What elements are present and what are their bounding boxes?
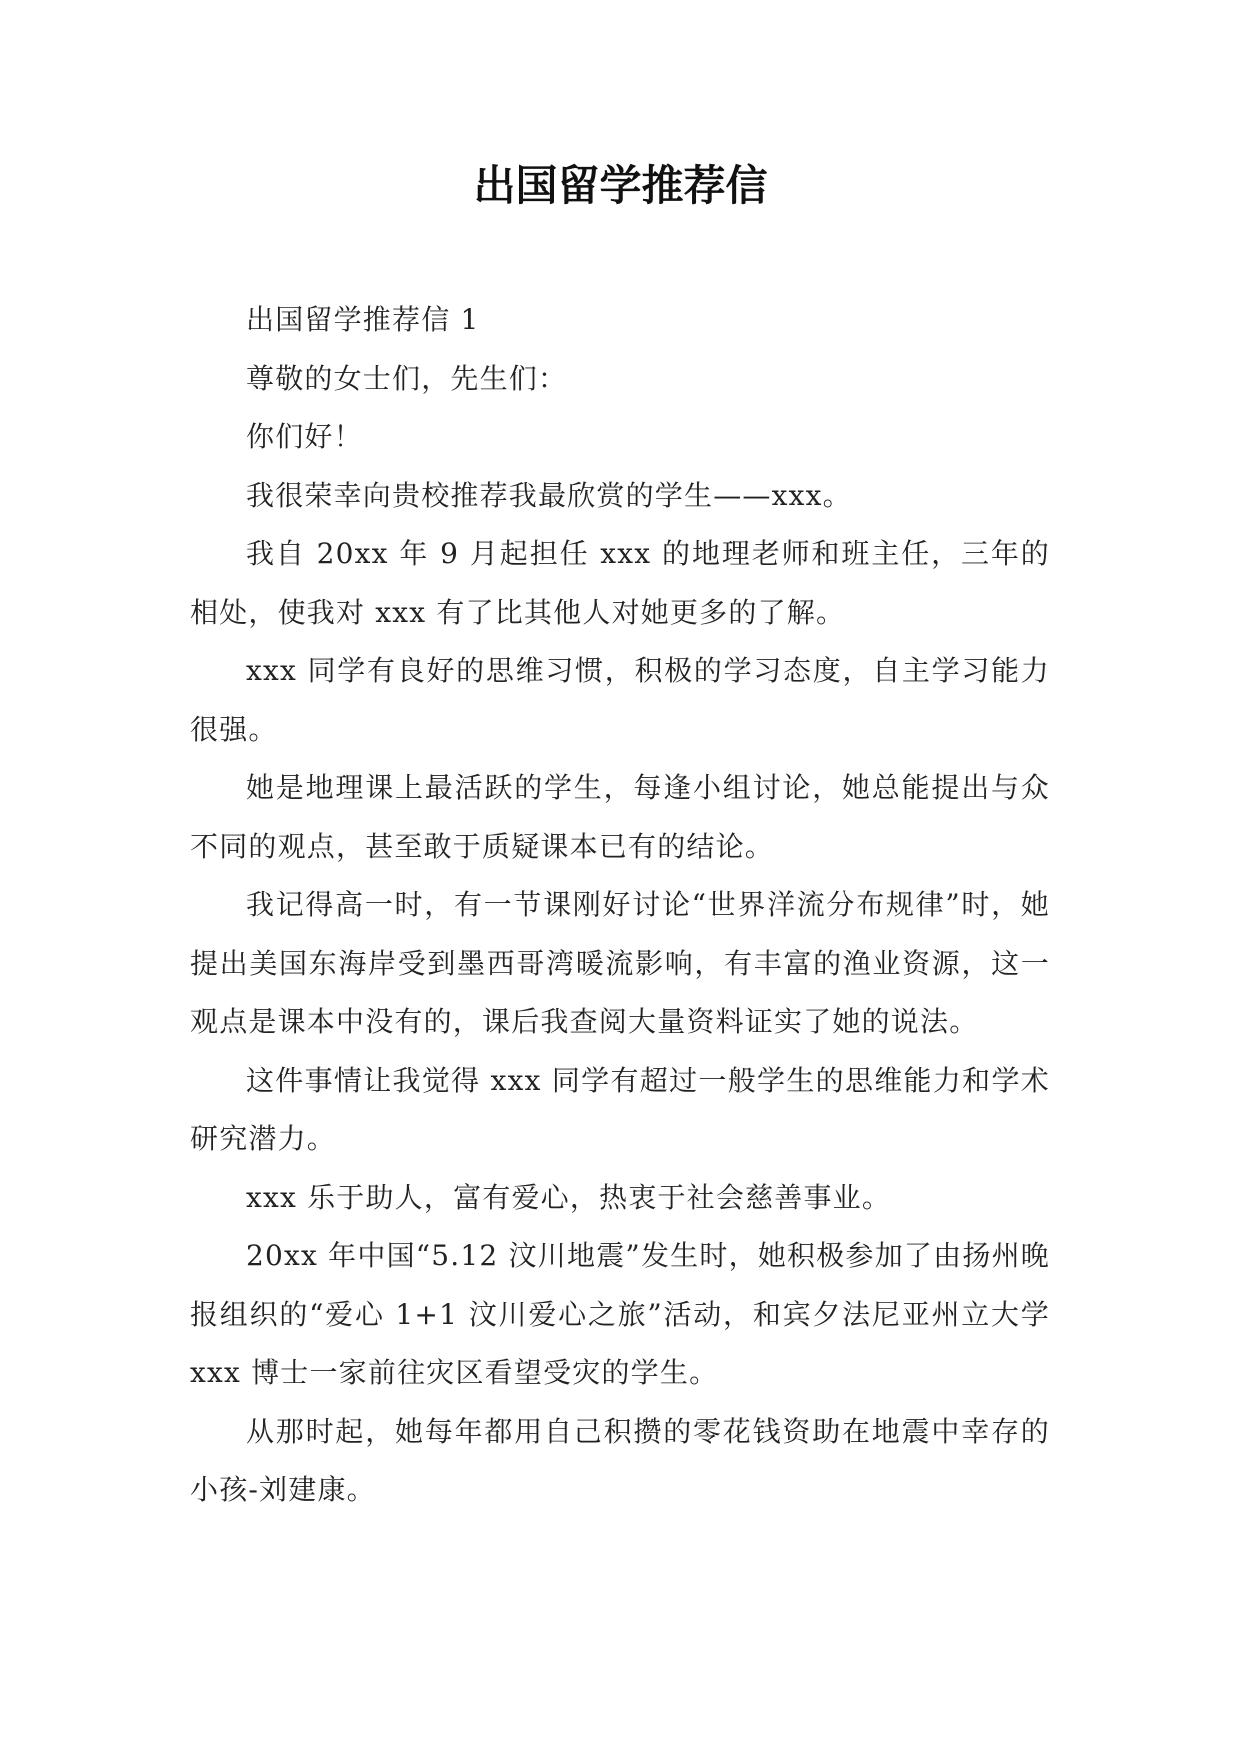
paragraph: 20xx 年中国“5.12 汶川地震”发生时，她积极参加了由扬州晚报组织的“爱心 1+1 汶川爱心之旅”活动，和宾夕法尼亚州立大学 xxx 博士一家前往灾区看望受灾的学生。 <box>190 1239 1050 1389</box>
paragraph: 她是地理课上最活跃的学生，每逢小组讨论，她总能提出与众不同的观点，甚至敢于质疑课本已有的结论。 <box>190 771 1050 863</box>
paragraph: 我很荣幸向贵校推荐我最欣赏的学生——xxx。 <box>246 478 852 512</box>
paragraph: 这件事情让我觉得 xxx 同学有超过一般学生的思维能力和学术研究潜力。 <box>190 1063 1050 1155</box>
paragraph: 我自 20xx 年 9 月起担任 xxx 的地理老师和班主任，三年的相处，使我对 xxx 有了比其他人对她更多的了解。 <box>190 537 1050 629</box>
paragraph-salutation: 尊敬的女士们，先生们： <box>246 361 568 395</box>
paragraph: xxx 乐于助人，富有爱心，热衷于社会慈善事业。 <box>246 1180 892 1214</box>
paragraph: 我记得高一时，有一节课刚好讨论“世界洋流分布规律”时，她提出美国东海岸受到墨西哥湾暖流影响，有丰富的渔业资源，这一观点是课本中没有的，课后我查阅大量资料证实了她的说法。 <box>190 888 1050 1038</box>
document-title: 出国留学推荐信 <box>473 161 768 210</box>
document-body <box>190 291 1050 1520</box>
paragraph: xxx 同学有良好的思维习惯，积极的学习态度，自主学习能力很强。 <box>190 654 1050 746</box>
paragraph-greeting: 你们好！ <box>246 420 363 453</box>
paragraph-heading: 出国留学推荐信 1 <box>246 303 480 336</box>
paragraph: 从那时起，她每年都用自己积攒的零花钱资助在地震中幸存的小孩-刘建康。 <box>190 1414 1050 1506</box>
